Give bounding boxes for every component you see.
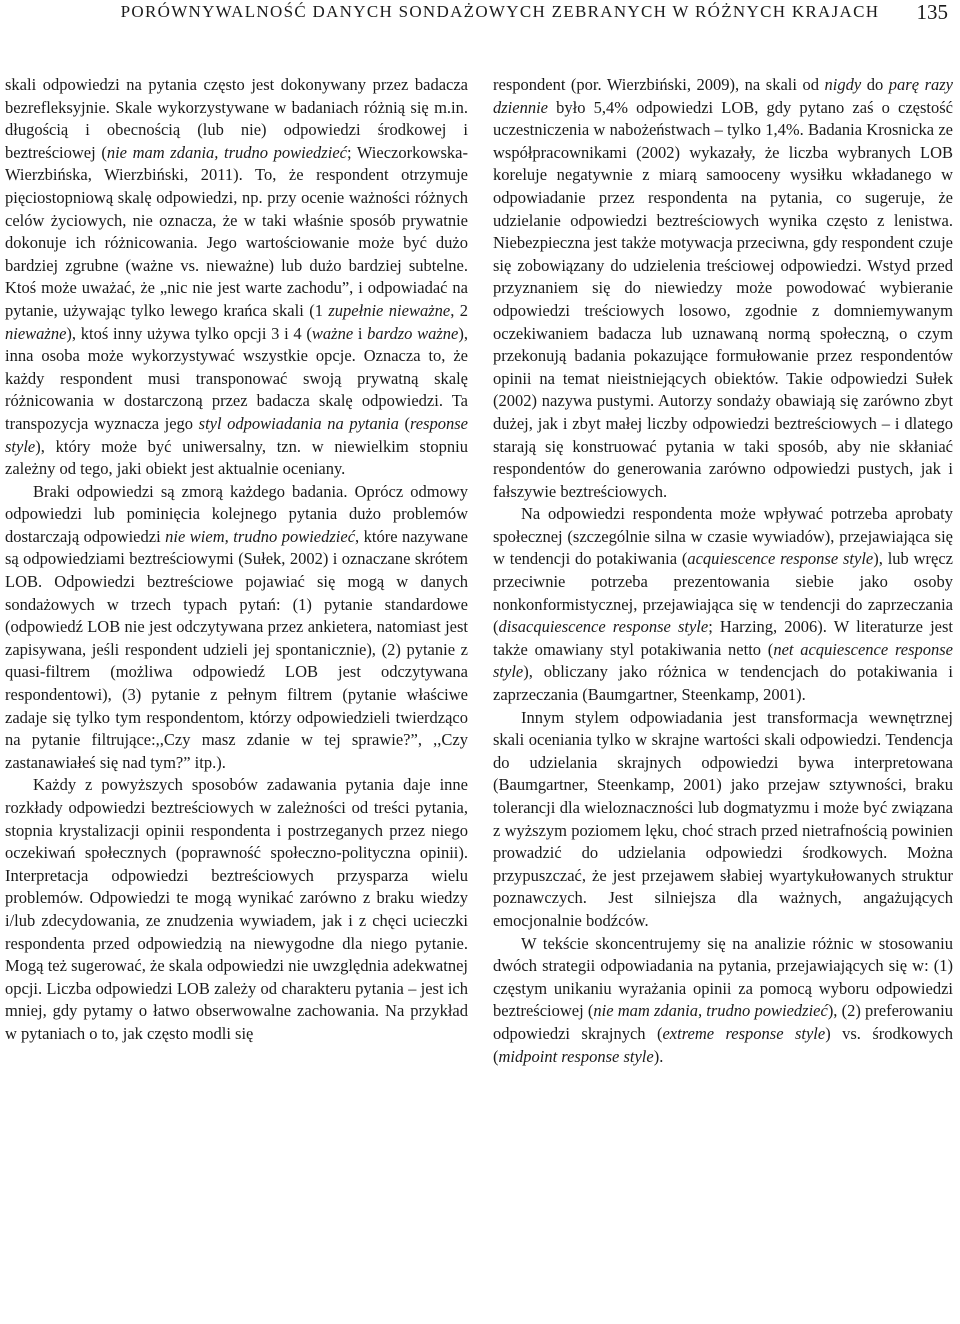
paragraph: Innym stylem odpowiadania jest transformacja wewnętrznej skali oceniania tylko w skrajne wartości skali odpowiedzi. Tendencja do udzielania skrajnych odpowiedzi bywa interpretowana (Baumgartner, Steenkamp, 2001) jako przejaw sztywności, braku tolerancji dla wieloznaczności lub dogmatyzmu i może być związana z wyższym poziomem lęku, choć strach przed nietrafnością powinien prowadzić do udzielania odpowiedzi środkowych. Można przypuszczać, że jest przejawem słabiej wyartykułowanych struktur poznawczych. Jest silniejsza dla ważnych, angażujących emocjonalnie bodźców. <box>493 707 953 930</box>
running-title: PORÓWNYWALNOŚĆ DANYCH SONDAŻOWYCH ZEBRANYCH W RÓŻNYCH KRAJACH <box>120 2 880 21</box>
paragraph: skali odpowiedzi na pytania często jest dokonywany przez badacza bezrefleksyjnie. Skale wykorzystywane w badaniach różnią się m.in. długością i obecnością (lub nie) odpowiedzi środkowej i beztreściowej (nie mam zdania, trudno powiedzieć; Wieczorkowska-Wierzbińska, Wierzbiński, 2011). To, że respondent otrzymuje pięciostopniową skalę odpowiedzi, np. przy ocenie ważności różnych celów życiowych, nie oznacza, że w taki właśnie sposób prywatnie dokonuje ich różnicowania. Jego wartościowanie może być dużo bardziej zgrubne (ważne vs. nieważne) lub dużo bardziej subtelne. Ktoś może uważać, że „nic nie jest warte zachodu”, i odpowiadać na pytanie, używając tylko lewego krańca skali (1 zupełnie nieważne, 2 nieważne), ktoś inny używa tylko opcji 3 i 4 (ważne i bardzo ważne), inna osoba może wykorzystywać wszystkie opcje. Oznacza to, że każdy respondent musi transponować swoją prywatną skalę różnicowania w dostarczoną przez badacza skalę odpowiedzi. Ta transpozycja wyznacza jego styl odpowiadania na pytania (response style), który może być uniwersalny, tzn. w niewielkim stopniu zależny od tego, jaki obiekt jest aktualnie oceniany. <box>5 75 468 479</box>
left-column <box>5 74 468 1046</box>
right-column <box>493 74 953 1068</box>
paragraph: Braki odpowiedzi są zmorą każdego badania. Oprócz odmowy odpowiedzi lub pominięcia kolejnego pytania dużo problemów dostarczają odpowiedzi nie wiem, trudno powiedzieć, które nazywane są odpowiedziami beztreściowymi (Sułek, 2002) i oznaczane skrótem LOB. Odpowiedzi beztreściowe pojawiać się mogą w danych sondażowych w trzech typach pytań: (1) pytanie standardowe (odpowiedź LOB nie jest odczytywana przez ankietera, natomiast jest zapisywana, jeśli respondent udzieli jej spontanicznie), (2) pytanie z quasi-filtrem (możliwa odpowiedź LOB jest odczytywana respondentowi), (3) pytanie z pełnym filtrem (pytanie właściwe zadaje się tylko tym respondentom, którzy odpowiedzieli twierdząco na pytanie filtrujące:,,Czy masz zdanie w tej sprawie?”, ,,Czy zastanawiałeś się nad tym?” itp.). <box>5 481 468 772</box>
page-number: 135 <box>916 0 948 24</box>
paragraph: Każdy z powyższych sposobów zadawania pytania daje inne rozkłady odpowiedzi beztreściowych w zależności od treści pytania, stopnia krystalizacji opinii respondenta i postrzeganych przez niego oczekiwań społecznych (poprawność społeczno-polityczna opinii). Interpretacja odpowiedzi beztreściowych przysparza wielu problemów. Odpowiedzi te mogą wynikać zarówno z braku wiedzy i/lub zdecydowania, ze znudzenia wywiadem, jak i z chęci ucieczki respondenta przed odpowiedzią na niewygodne dla niego pytanie. Mogą też sugerować, że skala odpowiedzi nie uwzględnia adekwatnej opcji. Liczba odpowiedzi LOB zależy od charakteru pytania – jest ich mniej, gdy pytamy o łatwo obserwowalne zachowania. Na przykład w pytaniach o to, jak często modli się <box>5 775 468 1043</box>
paragraph: respondent (por. Wierzbiński, 2009), na skali od nigdy do parę razy dziennie było 5,4% odpowiedzi LOB, gdy pytano zaś o częstość uczestniczenia w nabożeństwach – tylko 1,4%. Badania Krosnicka ze współpracownikami (2002) wykazały, że liczba wybranych LOB koreluje negatywnie z miarą samooceny wysiłku wkładanego w odpowiadanie przez respondenta na pytania, co sugeruje, że udzielanie odpowiedzi beztreściowych wynika często z lenistwa. Niebezpieczna jest także motywacja przeciwna, gdy respondent czuje się zobowiązany do udzielenia treściowej odpowiedzi. Wstyd przed przyznaniem się do niewiedzy może powodować wybieranie odpowiedzi treściowych losowo, zgodnie z domniemywanym oczekiwaniem badacza lub uznawaną normą społeczną, o czym przekonują badania pokazujące formułowanie przez respondentów opinii na temat nieistniejących obiektów. Takie odpowiedzi Sułek (2002) nazywa pustymi. Autorzy sondaży obawiają się zarówno zbyt dużej, jak i zbyt małej liczby odpowiedzi beztreściowych – i dlatego starają się konstruować pytania w taki sposób, aby nie skłaniać respondentów do generowania zarówno odpowiedzi pustych, jak i fałszywie beztreściowych. <box>493 75 953 501</box>
paragraph: W tekście skoncentrujemy się na analizie różnic w stosowaniu dwóch strategii odpowiadania na pytania, przejawiających się w: (1) częstym unikaniu wyrażania opinii za pomocą wyboru odpowiedzi beztreściowej (nie mam zdania, trudno powiedzieć), (2) preferowaniu odpowiedzi skrajnych (extreme response style) vs. środkowych (midpoint response style). <box>493 933 953 1066</box>
paragraph: Na odpowiedzi respondenta może wpływać potrzeba aprobaty społecznej (szczególnie silna w czasie wywiadów), przejawiająca się w tendencji do potakiwania (acquiescence response style), lub wręcz przeciwnie potrzeba prezentowania siebie jako osoby nonkonformistycznej, przejawiająca się w tendencji do zaprzeczania (disacquiescence response style; Harzing, 2006). W literaturze jest także omawiany styl potakiwania netto (net acquiescence response style), obliczany jako różnica w tendencjach do potakiwania i zaprzeczania (Baumgartner, Steenkamp, 2001). <box>493 504 953 705</box>
running-header <box>0 0 960 40</box>
